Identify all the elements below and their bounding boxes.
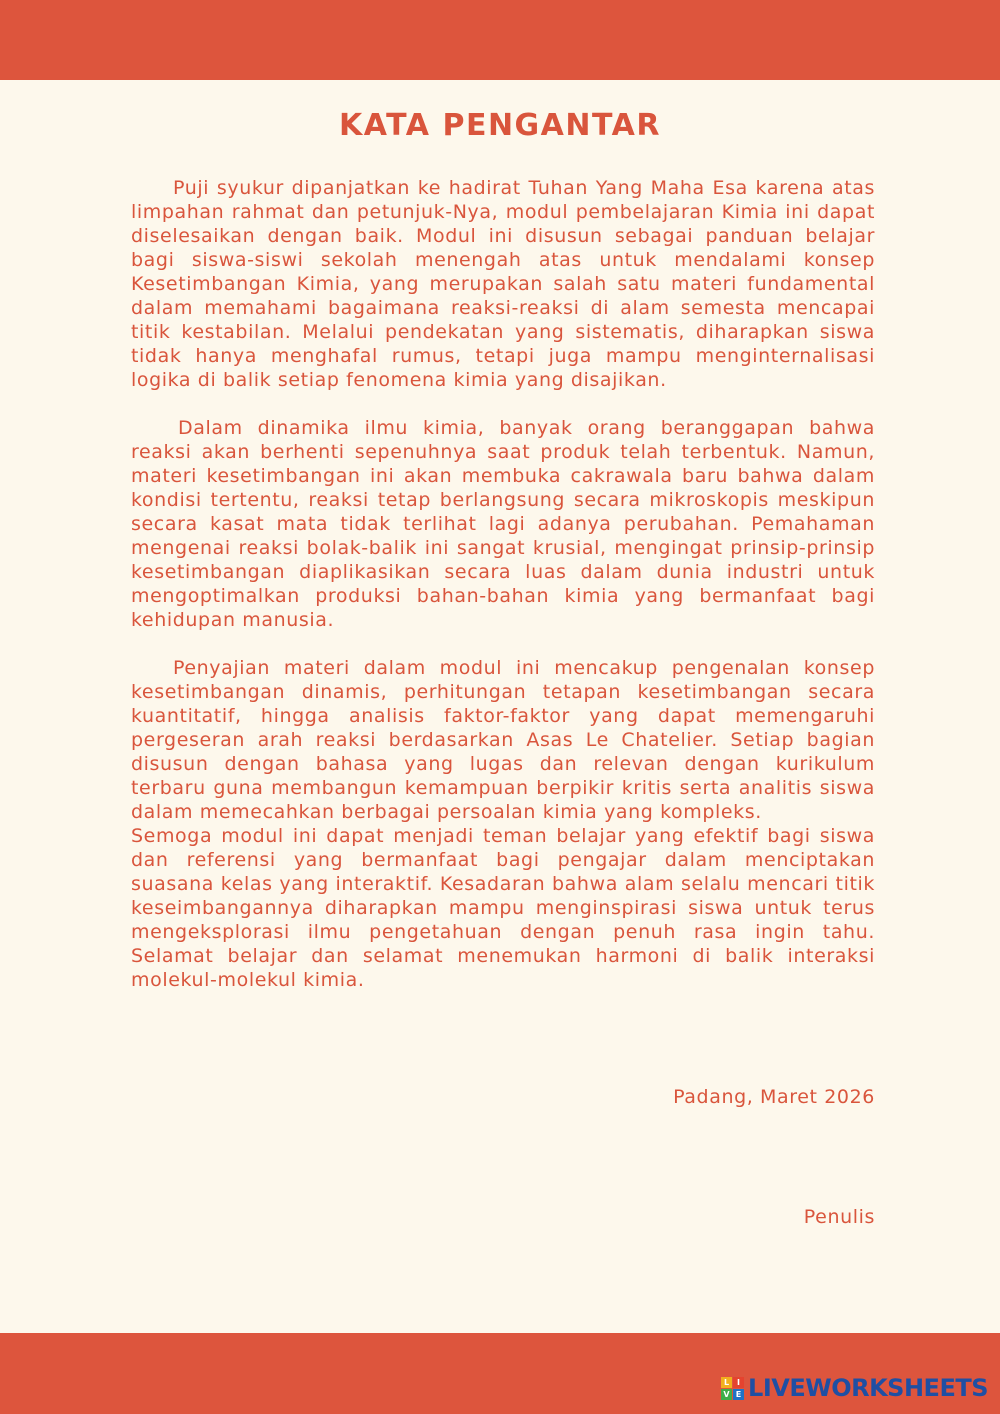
top-band: [0, 0, 1000, 80]
logo-letter: E: [733, 1389, 744, 1400]
place-date: Padang, Maret 2026: [673, 1086, 875, 1108]
foreword-body: [131, 176, 875, 992]
liveworksheets-wordmark: LIVEWORKSHEETS: [748, 1374, 988, 1402]
page-title: KATA PENGANTAR: [339, 108, 661, 143]
paragraph-2: Dalam dinamika ilmu kimia, banyak orang beranggapan bahwa reaksi akan berhenti sepenuhnya saat produk telah terbentuk. Namun, materi kesetimbangan ini akan membuka cakrawala baru bahwa dalam kondisi tertentu, reaksi tetap berlangsung secara mikroskopis meskipun secara kasat mata tidak terlihat lagi adanya perubahan. Pemahaman mengenai reaksi bolak-balik ini sangat krusial, mengingat prinsip-prinsip kesetimbangan diaplikasikan secara luas dalam dunia industri untuk mengoptimalkan produksi bahan-bahan kimia yang bermanfaat bagi kehidupan manusia.: [131, 417, 875, 631]
paragraph-1: Puji syukur dipanjatkan ke hadirat Tuhan Yang Maha Esa karena atas limpahan rahmat dan petunjuk-Nya, modul pembelajaran Kimia ini dapat diselesaikan dengan baik. Modul ini disusun sebagai panduan belajar bagi siswa-siswi sekolah menengah atas untuk mendalami konsep Kesetimbangan Kimia, yang merupakan salah satu materi fundamental dalam memahami bagaimana reaksi-reaksi di alam semesta mencapai titik kestabilan. Melalui pendekatan yang sistematis, diharapkan siswa tidak hanya menghafal rumus, tetapi juga mampu menginternalisasi logika di balik setiap fenomena kimia yang disajikan.: [131, 177, 875, 391]
logo-letter: V: [721, 1389, 732, 1400]
liveworksheets-logo-icon: [721, 1377, 744, 1400]
logo-letter: L: [721, 1377, 732, 1388]
author-signature: Penulis: [803, 1206, 875, 1228]
paragraph-4: Semoga modul ini dapat menjadi teman belajar yang efektif bagi siswa dan referensi yang bermanfaat bagi pengajar dalam menciptakan suasana kelas yang interaktif. Kesadaran bahwa alam selalu mencari titik keseimbangannya diharapkan mampu menginspirasi siswa untuk terus mengeksplorasi ilmu pengetahuan dengan penuh rasa ingin tahu. Selamat belajar dan selamat menemukan harmoni di balik interaksi molekul-molekul kimia.: [131, 825, 875, 991]
logo-letter: I: [733, 1377, 744, 1388]
liveworksheets-watermark: [721, 1374, 988, 1402]
paragraph-3: Penyajian materi dalam modul ini mencakup pengenalan konsep kesetimbangan dinamis, perhitungan tetapan kesetimbangan secara kuantitatif, hingga analisis faktor-faktor yang dapat memengaruhi pergeseran arah reaksi berdasarkan Asas Le Chatelier. Setiap bagian disusun dengan bahasa yang lugas dan relevan dengan kurikulum terbaru guna membangun kemampuan berpikir kritis serta analitis siswa dalam memecahkan berbagai persoalan kimia yang kompleks.: [131, 657, 875, 823]
